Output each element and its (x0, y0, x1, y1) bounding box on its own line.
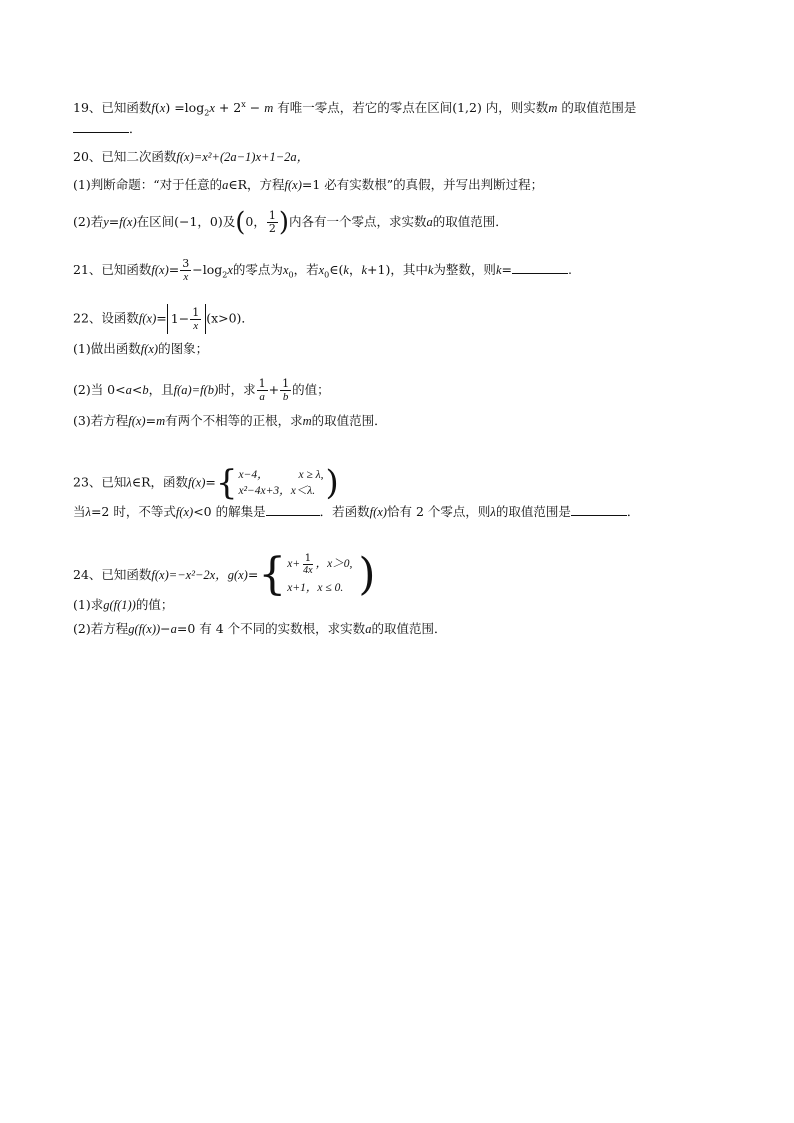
question-20-part-2: (2)若y=f(x)在区间(−1，0)及(0， $\frac{1}{2}$ )内各有一个零点，求实数a的取值范围． (73, 207, 508, 238)
question-24-part-1: (1)求g(f(1))的值； (73, 597, 174, 612)
answer-blank[interactable] (512, 261, 568, 274)
answer-blank[interactable] (571, 503, 627, 516)
question-number: 22 (73, 310, 89, 326)
question-number: 23 (73, 474, 89, 490)
piecewise-function: { x+ $\frac{1}{4x}$ ，x＞0, x+1，x ≤ 0. ) (258, 549, 376, 601)
question-20-part-1: (1)判断命题：“对于任意的a∈R，方程f(x)=1 必有实数根”的真假，并写出判断过程； (73, 177, 544, 192)
question-24: 24、已知函数f(x)=−x²−2x，g(x)= { x+ $\frac{1}{4x}$ ，x＞0, x+1，x ≤ 0. ) (73, 549, 376, 601)
fraction: $\frac{3}{x}$ (182, 257, 190, 283)
question-21: 21、已知函数f(x)= $\frac{3}{x}$ $-\log_2x$的零点为$x_0$，若$x_0\in(k$，k+1)，其中k为整数，则k= . (73, 257, 572, 283)
question-24-part-2: (2)若方程g(f(x))−a=0 有 4 个不同的实数根，求实数a的取值范围． (73, 621, 447, 636)
question-19-answer: ． (73, 120, 142, 138)
fraction: $\frac{1}{x}$ (192, 306, 200, 332)
question-number: 20 (73, 149, 89, 164)
question-22: 22、设函数f(x)= 1− $\frac{1}{x}$ (x>0)． (73, 306, 254, 332)
question-22-part-2: (2)当 0<a<b，且f(a)=f(b)时，求 $\frac{1}{a}$ + $\frac{1}{b}$ 的值； (73, 377, 330, 403)
question-22-part-1: (1)做出函数f(x)的图象； (73, 341, 209, 356)
question-20: 20、已知二次函数f(x)=x²+(2a−1)x+1−2a， (73, 149, 310, 164)
question-number: 21 (73, 262, 89, 277)
question-23: 23、已知λ∈R，函数f(x)= { x−4， x ≥ λ, x²−4x+3，x＜λ. ) (73, 463, 339, 503)
question-number: 24 (73, 566, 89, 582)
fraction: $\frac{1}{4x}$ (303, 552, 313, 576)
fraction: $\frac{1}{b}$ (282, 377, 290, 403)
question-23-text: 当λ=2 时，不等式f(x)<0 的解集是 ．若函数f(x)恰有 2 个零点，则λ的取值范围是 ． (73, 504, 640, 519)
absolute-value: 1− $\frac{1}{x}$ (167, 304, 206, 334)
fraction: $\frac{1}{a}$ (258, 377, 266, 403)
fraction: $\frac{1}{2}$ (268, 209, 276, 235)
piecewise-function: { x−4， x ≥ λ, x²−4x+3，x＜λ. ) (215, 463, 339, 503)
answer-blank[interactable] (266, 503, 320, 516)
question-19: 19、已知函数$f(x) =\log_2x + 2^x - m$ 有唯一零点，若它的零点在区间(1,2) 内，则实数m 的取值范围是 (73, 100, 637, 118)
question-number: 19 (73, 100, 89, 116)
question-22-part-3: (3)若方程f(x)=m有两个不相等的正根，求m的取值范围． (73, 413, 387, 428)
answer-blank[interactable] (73, 120, 129, 133)
